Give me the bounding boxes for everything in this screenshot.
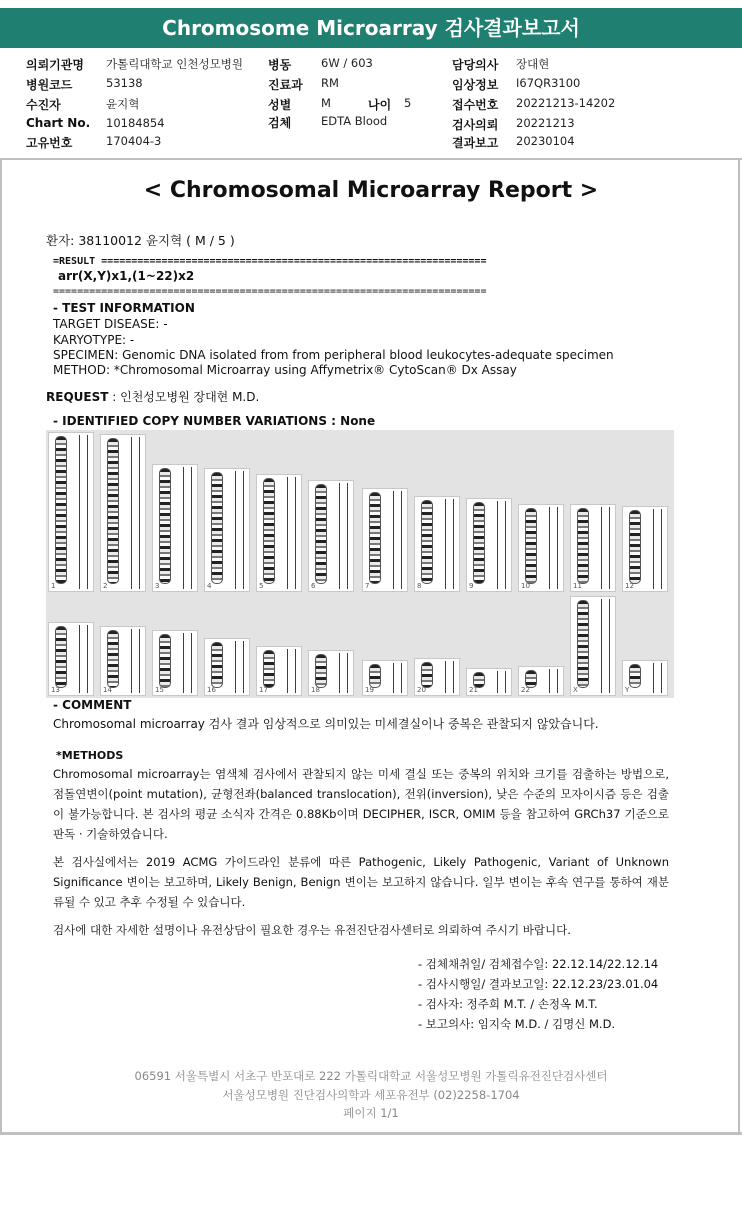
chromosome-17 — [256, 646, 302, 696]
copy-number-line — [549, 507, 550, 589]
label-specimen: 검체 — [268, 116, 292, 130]
chromosome-7 — [362, 488, 408, 592]
chromosome-label: 4 — [207, 582, 212, 590]
chromosome-ideogram — [629, 510, 641, 584]
chromosome-label: 5 — [259, 582, 264, 590]
chromosome-ideogram — [577, 508, 589, 584]
chromosome-21 — [466, 668, 512, 696]
chromosome-ideogram — [315, 654, 327, 688]
value-chart-no: 10184854 — [106, 116, 165, 130]
value-receipt-no: 20221213-14202 — [516, 96, 616, 110]
header-info — [0, 54, 742, 150]
methods-paragraph-2: 본 검사실에서는 2019 ACMG 가이드라인 분류에 따른 Pathogenic, Likely Pathogenic, Variant of Unknown Significance 변이는 보고하며, Likely Benign, Benign 변이는 보고하지 않습니다. 일부 변이는 후속 연구를 통하여 재분류될 수 있고 추후 수정될 수 있습니다. — [53, 855, 669, 909]
chromosome-label: X — [573, 686, 578, 694]
copy-number-line — [445, 661, 446, 693]
chromosome-3 — [152, 464, 198, 592]
chromosome-ideogram — [55, 626, 67, 688]
copy-number-line — [243, 471, 244, 589]
copy-number-line — [79, 435, 80, 589]
chromosome-10 — [518, 504, 564, 592]
chromosome-label: Y — [625, 686, 630, 694]
chromosome-label: 8 — [417, 582, 422, 590]
footer-contact: 서울성모병원 진단검사의학과 세포유전부 (02)2258-1704 — [222, 1088, 520, 1102]
chromosome-12 — [622, 506, 668, 592]
copy-number-line — [235, 471, 236, 589]
copy-number-line — [287, 477, 288, 589]
chromosome-22 — [518, 666, 564, 696]
chromosome-label: 14 — [103, 686, 112, 694]
chromosome-ideogram — [159, 468, 171, 584]
value-age: 5 — [404, 96, 412, 110]
chromosome-ideogram — [577, 600, 589, 688]
header-divider — [0, 158, 742, 160]
value-unique-no: 170404-3 — [106, 134, 162, 148]
chromosome-18 — [308, 650, 354, 696]
report-title: < Chromosomal Microarray Report > — [143, 178, 599, 203]
result-rule-bottom: ======================================================================== — [53, 286, 487, 297]
copy-number-line — [505, 501, 506, 589]
footer-page: 페이지 1/1 — [343, 1106, 399, 1120]
copy-number-line — [393, 491, 394, 589]
chromosome-label: 18 — [311, 686, 320, 694]
label-result-report: 결과보고 — [452, 136, 499, 150]
chromosome-4 — [204, 468, 250, 592]
chromosome-ideogram — [107, 630, 119, 688]
chromosome-15 — [152, 630, 198, 696]
chromosome-2 — [100, 434, 146, 592]
copy-number-line — [347, 653, 348, 693]
value-hospital-code: 53138 — [106, 76, 143, 90]
copy-number-line — [453, 661, 454, 693]
copy-number-line — [445, 499, 446, 589]
cnv-heading: - IDENTIFIED COPY NUMBER VARIATIONS : None — [53, 414, 376, 428]
copy-number-line — [549, 669, 550, 693]
copy-number-line — [339, 653, 340, 693]
copy-number-line — [609, 507, 610, 589]
chromosome-label: 19 — [365, 686, 374, 694]
chromosome-8 — [414, 496, 460, 592]
chromosome-label: 2 — [103, 582, 108, 590]
copy-number-line — [601, 507, 602, 589]
karyogram-image — [46, 430, 674, 698]
copy-number-line — [183, 633, 184, 693]
label-test-request: 검사의뢰 — [452, 118, 499, 132]
chromosome-label: 3 — [155, 582, 160, 590]
chromosome-14 — [100, 626, 146, 696]
result-rule: =RESULT ================================================================ — [53, 256, 487, 267]
copy-number-line — [609, 599, 610, 693]
copy-number-line — [393, 663, 394, 693]
label-requesting-institution: 의뢰기관명 — [26, 58, 84, 72]
copy-number-line — [505, 671, 506, 693]
chromosome-label: 21 — [469, 686, 478, 694]
copy-number-line — [139, 437, 140, 589]
label-department: 진료과 — [268, 78, 303, 92]
copy-number-line — [139, 629, 140, 693]
value-ward: 6W / 603 — [321, 56, 373, 70]
chromosome-label: 11 — [573, 582, 582, 590]
chromosome-ideogram — [473, 502, 485, 584]
method: METHOD: *Chromosomal Microarray using Affymetrix® CytoScan® Dx Assay — [53, 363, 517, 377]
label-chart-no: Chart No. — [26, 116, 91, 130]
specimen: SPECIMEN: Genomic DNA isolated from from peripheral blood leukocytes-adequate specimen — [53, 348, 614, 362]
chromosome-label: 7 — [365, 582, 370, 590]
chromosome-ideogram — [315, 484, 327, 584]
chromosome-19 — [362, 660, 408, 696]
report-banner: Chromosome Microarray 검사결과보고서 — [0, 8, 742, 48]
label-unique-no: 고유번호 — [26, 136, 73, 150]
label-age: 나이 — [368, 98, 392, 112]
chromosome-label: 9 — [469, 582, 474, 590]
copy-number-line — [453, 499, 454, 589]
label-hospital-code: 병원코드 — [26, 78, 73, 92]
chromosome-9 — [466, 498, 512, 592]
label-clinical-info: 임상정보 — [452, 78, 499, 92]
request-value: : 인천성모병원 장대현 M.D. — [112, 390, 260, 404]
label-sex: 성별 — [268, 98, 292, 112]
label-patient: 수진자 — [26, 98, 61, 112]
value-test-request: 20221213 — [516, 116, 575, 130]
chromosome-6 — [308, 480, 354, 592]
meta-collection-date: - 검체채취일/ 검체접수일: 22.12.14/22.12.14 — [418, 957, 659, 971]
copy-number-line — [661, 663, 662, 693]
report-border-bottom — [0, 1132, 742, 1135]
chromosome-ideogram — [211, 642, 223, 688]
copy-number-line — [191, 467, 192, 589]
copy-number-line — [191, 633, 192, 693]
report-border-right — [738, 158, 740, 1133]
test-info-heading: - TEST INFORMATION — [53, 301, 195, 315]
request-line — [46, 388, 259, 405]
chromosome-16 — [204, 638, 250, 696]
chromosome-ideogram — [525, 508, 537, 584]
karyotype: KARYOTYPE: - — [53, 333, 135, 347]
copy-number-line — [661, 509, 662, 589]
chromosome-label: 15 — [155, 686, 164, 694]
copy-number-line — [131, 629, 132, 693]
comment-heading: - COMMENT — [53, 698, 132, 712]
meta-test-date: - 검사시행일/ 결과보고일: 22.12.23/23.01.04 — [418, 977, 659, 991]
chromosome-13 — [48, 622, 94, 696]
copy-number-line — [79, 625, 80, 693]
value-department: RM — [321, 76, 339, 90]
copy-number-line — [557, 507, 558, 589]
value-result-report: 20230104 — [516, 134, 575, 148]
copy-number-line — [235, 641, 236, 693]
copy-number-line — [339, 483, 340, 589]
copy-number-line — [601, 599, 602, 693]
copy-number-line — [557, 669, 558, 693]
chromosome-X — [570, 596, 616, 696]
chromosome-label: 1 — [51, 582, 56, 590]
label-attending-doctor: 담당의사 — [452, 58, 499, 72]
value-sex: M — [321, 96, 331, 110]
chromosome-label: 17 — [259, 686, 268, 694]
copy-number-line — [653, 509, 654, 589]
chromosome-ideogram — [421, 662, 433, 688]
chromosome-label: 16 — [207, 686, 216, 694]
copy-number-line — [131, 437, 132, 589]
request-label: REQUEST — [46, 390, 109, 404]
chromosome-ideogram — [263, 650, 275, 688]
chromosome-ideogram — [263, 478, 275, 584]
label-receipt-no: 접수번호 — [452, 98, 499, 112]
copy-number-line — [401, 491, 402, 589]
value-patient: 윤지혁 — [106, 97, 140, 111]
chromosome-label: 12 — [625, 582, 634, 590]
chromosome-label: 6 — [311, 582, 316, 590]
value-requesting-institution: 가톨릭대학교 인천성모병원 — [106, 57, 243, 71]
copy-number-line — [347, 483, 348, 589]
methods-heading: *METHODS — [56, 749, 124, 762]
copy-number-line — [287, 649, 288, 693]
value-specimen: EDTA Blood — [321, 114, 388, 128]
copy-number-line — [183, 467, 184, 589]
methods-paragraph-1: Chromosomal microarray는 염색체 검사에서 관찰되지 않는 미세 결실 또는 중복의 위치와 크기를 검출하는 방법으로, 점돌연변이(point mutation), 균형전좌(balanced translocation), 전위(inversion), 낮은 수준의 모자이시즘 등은 검출이 불가능합니다. 본 검사의 평균 소식자 간격은 0.88Kb이며 DECIPHER, ISCR, OMIM 등을 참고하여 GRCh37 기준으로 판독 · 기술하였습니다. — [53, 767, 669, 841]
methods-paragraph-3: 검사에 대한 자세한 설명이나 유전상담이 필요한 경우는 유전진단검사센터로 의뢰하여 주시기 바랍니다. — [53, 923, 571, 937]
footer-address: 06591 서울특별시 서초구 반포대로 222 가톨릭대학교 서울성모병원 가톨릭유전진단검사센터 — [134, 1069, 608, 1083]
chromosome-label: 22 — [521, 686, 530, 694]
chromosome-ideogram — [55, 436, 67, 584]
chromosome-5 — [256, 474, 302, 592]
target-disease: TARGET DISEASE: - — [53, 317, 168, 331]
result-value: arr(X,Y)x1,(1~22)x2 — [58, 269, 195, 283]
copy-number-line — [295, 477, 296, 589]
chromosome-ideogram — [369, 664, 381, 688]
chromosome-20 — [414, 658, 460, 696]
meta-reporting-doctors: - 보고의사: 임지숙 M.D. / 김명신 M.D. — [418, 1017, 616, 1031]
copy-number-line — [497, 501, 498, 589]
chromosome-ideogram — [629, 664, 641, 688]
copy-number-line — [87, 435, 88, 589]
value-clinical-info: I67QR3100 — [516, 76, 581, 90]
copy-number-line — [497, 671, 498, 693]
copy-number-line — [653, 663, 654, 693]
comment-text: Chromosomal microarray 검사 결과 임상적으로 의미있는 미세결실이나 중복은 관찰되지 않았습니다. — [53, 717, 599, 731]
chromosome-Y — [622, 660, 668, 696]
copy-number-line — [401, 663, 402, 693]
copy-number-line — [295, 649, 296, 693]
value-attending-doctor: 장대현 — [516, 57, 550, 71]
chromosome-ideogram — [369, 492, 381, 584]
copy-number-line — [87, 625, 88, 693]
chromosome-label: 20 — [417, 686, 426, 694]
copy-number-line — [243, 641, 244, 693]
meta-technicians: - 검사자: 정주희 M.T. / 손정옥 M.T. — [418, 997, 598, 1011]
patient-line: 환자: 38110012 윤지혁 ( M / 5 ) — [46, 233, 235, 248]
chromosome-ideogram — [159, 634, 171, 688]
chromosome-1 — [48, 432, 94, 592]
chromosome-ideogram — [211, 472, 223, 584]
chromosome-label: 10 — [521, 582, 530, 590]
chromosome-ideogram — [107, 438, 119, 584]
report-border-left — [0, 158, 2, 1133]
label-ward: 병동 — [268, 58, 292, 72]
chromosome-ideogram — [421, 500, 433, 584]
chromosome-11 — [570, 504, 616, 592]
chromosome-label: 13 — [51, 686, 60, 694]
